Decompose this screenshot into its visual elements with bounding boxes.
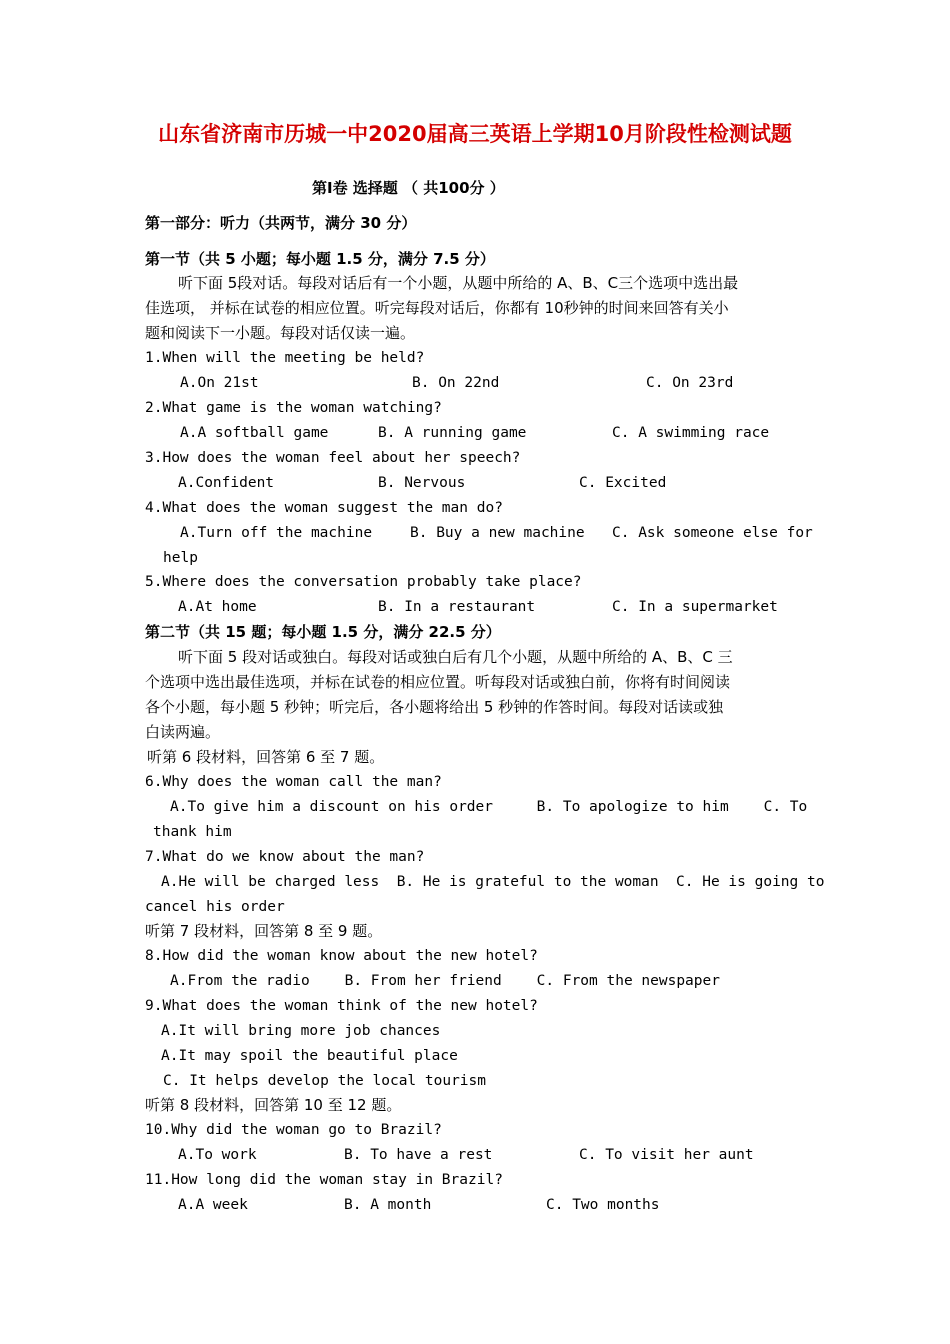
question-7: 7.What do we know about the man?: [145, 849, 425, 865]
option-a: A.On 21st: [180, 375, 259, 391]
option-b: B. A running game: [378, 425, 527, 441]
question-2: 2.What game is the woman watching?: [145, 400, 442, 416]
section1-instruction-line: 听下面 5段对话。每段对话后有一个小题，从题中所给的 A、B、C三个选项中选出最: [178, 274, 739, 292]
question-6-options: A.To give him a discount on his order B. To apologize to him C. To: [170, 799, 808, 815]
option-c: C. Excited: [579, 475, 667, 491]
question-8-options: A.From the radio B. From her friend C. From the newspaper: [170, 973, 720, 989]
option-a: A.It will bring more job chances: [161, 1023, 441, 1039]
question-9: 9.What does the woman think of the new hotel?: [145, 998, 538, 1014]
paper-subtitle: 第Ⅰ卷 选择题 （ 共100分 ）: [312, 179, 505, 197]
section2-instruction-line: 个选项中选出最佳选项，并标在试卷的相应位置。听每段对话或独白前，你将有时间阅读: [145, 673, 731, 691]
option-a: A.A week: [178, 1197, 248, 1213]
section2-instruction-line: 白读两遍。: [145, 723, 221, 741]
section1-instruction-line: 题和阅读下一小题。每段对话仅读一遍。: [145, 324, 416, 342]
option-b: B. To have a rest: [344, 1147, 493, 1163]
question-6: 6.Why does the woman call the man?: [145, 774, 442, 790]
question-1: 1.When will the meeting be held?: [145, 350, 425, 366]
option-b: B. Buy a new machine: [410, 525, 585, 541]
section2-instruction-line: 各个小题，每小题 5 秒钟；听完后，各小题将给出 5 秒钟的作答时间。每段对话读或独: [145, 698, 724, 716]
question-7-options: A.He will be charged less B. He is grateful to the woman C. He is going to: [161, 874, 825, 890]
material-8-note: 听第 8 段材料，回答第 10 至 12 题。: [145, 1096, 402, 1114]
question-11: 11.How long did the woman stay in Brazil?: [145, 1172, 503, 1188]
option-a: A.At home: [178, 599, 257, 615]
option-a: A.Confident: [178, 475, 275, 491]
option-c: C. Two months: [546, 1197, 660, 1213]
section1-heading: 第一节（共 5 小题；每小题 1.5 分，满分 7.5 分）: [145, 250, 495, 268]
question-3: 3.How does the woman feel about her speech?: [145, 450, 521, 466]
option-b: B. A month: [344, 1197, 432, 1213]
option-b: B. On 22nd: [412, 375, 500, 391]
option-b: B. In a restaurant: [378, 599, 536, 615]
question-5: 5.Where does the conversation probably take place?: [145, 574, 582, 590]
question-10: 10.Why did the woman go to Brazil?: [145, 1122, 442, 1138]
section2-instruction-line: 听下面 5 段对话或独白。每段对话或独白后有几个小题，从题中所给的 A、B、C 三: [178, 648, 733, 666]
question-8: 8.How did the woman know about the new hotel?: [145, 948, 538, 964]
material-6-note: 听第 6 段材料，回答第 6 至 7 题。: [147, 748, 385, 766]
option-c: C. To visit her aunt: [579, 1147, 754, 1163]
option-b: B. Nervous: [378, 475, 466, 491]
question-4: 4.What does the woman suggest the man do?: [145, 500, 503, 516]
option-b: A.It may spoil the beautiful place: [161, 1048, 458, 1064]
section1-instruction-line: 佳选项， 并标在试卷的相应位置。听完每段对话后，你都有 10秒钟的时间来回答有关小: [145, 299, 729, 317]
option-c: C. A swimming race: [612, 425, 770, 441]
option-c: C. It helps develop the local tourism: [163, 1073, 487, 1089]
option-continuation: thank him: [153, 824, 232, 840]
option-c-continuation: help: [163, 550, 198, 566]
document-title: 山东省济南市历城一中2020届高三英语上学期10月阶段性检测试题: [158, 122, 792, 146]
option-a: A.Turn off the machine: [180, 525, 373, 541]
option-continuation: cancel his order: [145, 899, 285, 915]
option-a: A.To work: [178, 1147, 257, 1163]
material-7-note: 听第 7 段材料，回答第 8 至 9 题。: [145, 922, 383, 940]
option-c: C. On 23rd: [646, 375, 734, 391]
option-a: A.A softball game: [180, 425, 329, 441]
option-c: C. In a supermarket: [612, 599, 778, 615]
option-c: C. Ask someone else for: [612, 525, 813, 541]
part1-heading: 第一部分：听力（共两节，满分 30 分）: [145, 214, 417, 232]
section2-heading: 第二节（共 15 题；每小题 1.5 分，满分 22.5 分）: [145, 623, 501, 641]
